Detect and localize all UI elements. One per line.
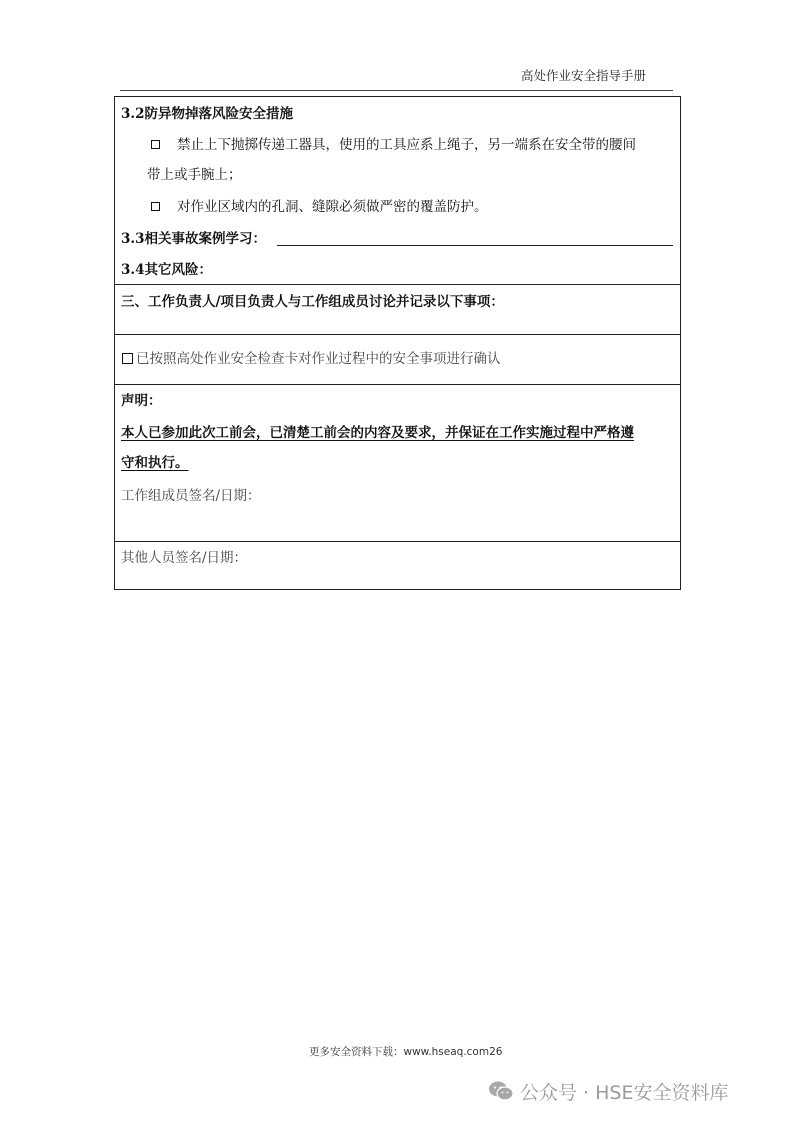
section-3-2-heading: 3.2防异物掉落风险安全措施: [121, 106, 293, 122]
section-3-3-label: 3.3相关事故案例学习：: [121, 231, 266, 247]
header-rule: [120, 90, 673, 91]
item-no-throwing-line2: 带上或手腕上；: [147, 167, 242, 183]
watermark: [488, 1076, 728, 1106]
section-3-4-label: 3.4其它风险：: [121, 262, 212, 278]
divider: [115, 284, 680, 285]
divider: [115, 334, 680, 335]
item-cover-holes: 对作业区域内的孔洞、缝隙必须做严密的覆盖防护。: [177, 199, 488, 215]
footer-download-text[interactable]: 更多安全资料下载：www.hseaq.com26: [309, 1046, 503, 1058]
checkbox-confirm[interactable]: [122, 353, 133, 364]
statement-line1: 本人已参加此次工前会，已清楚工前会的内容及要求，并保证在工作实施过程中严格遵: [121, 425, 634, 441]
wechat-icon: [488, 1080, 514, 1102]
header-title: 高处作业安全指导手册: [521, 68, 647, 83]
others-sign-label[interactable]: 其他人员签名/日期：: [121, 550, 248, 566]
divider: [115, 541, 680, 542]
watermark-text: 公众号 · HSE安全资料库: [520, 1081, 729, 1104]
checklist-table: [114, 96, 681, 590]
statement-line2: 守和执行。: [121, 455, 189, 471]
member-sign-label[interactable]: 工作组成员签名/日期：: [121, 488, 261, 504]
divider: [115, 384, 680, 385]
checkbox-no-throwing[interactable]: [151, 140, 160, 149]
checkbox-cover-holes[interactable]: [151, 202, 160, 211]
accident-case-fill-line[interactable]: [277, 245, 673, 246]
confirm-text: 已按照高处作业安全检查卡对作业过程中的安全事项进行确认: [136, 351, 501, 367]
section-3-heading: 三、工作负责人/项目负责人与工作组成员讨论并记录以下事项：: [121, 294, 504, 310]
item-no-throwing-line1: 禁止上下抛掷传递工器具，使用的工具应系上绳子，另一端系在安全带的腰间: [177, 137, 636, 153]
statement-label: 声明：: [121, 393, 162, 409]
